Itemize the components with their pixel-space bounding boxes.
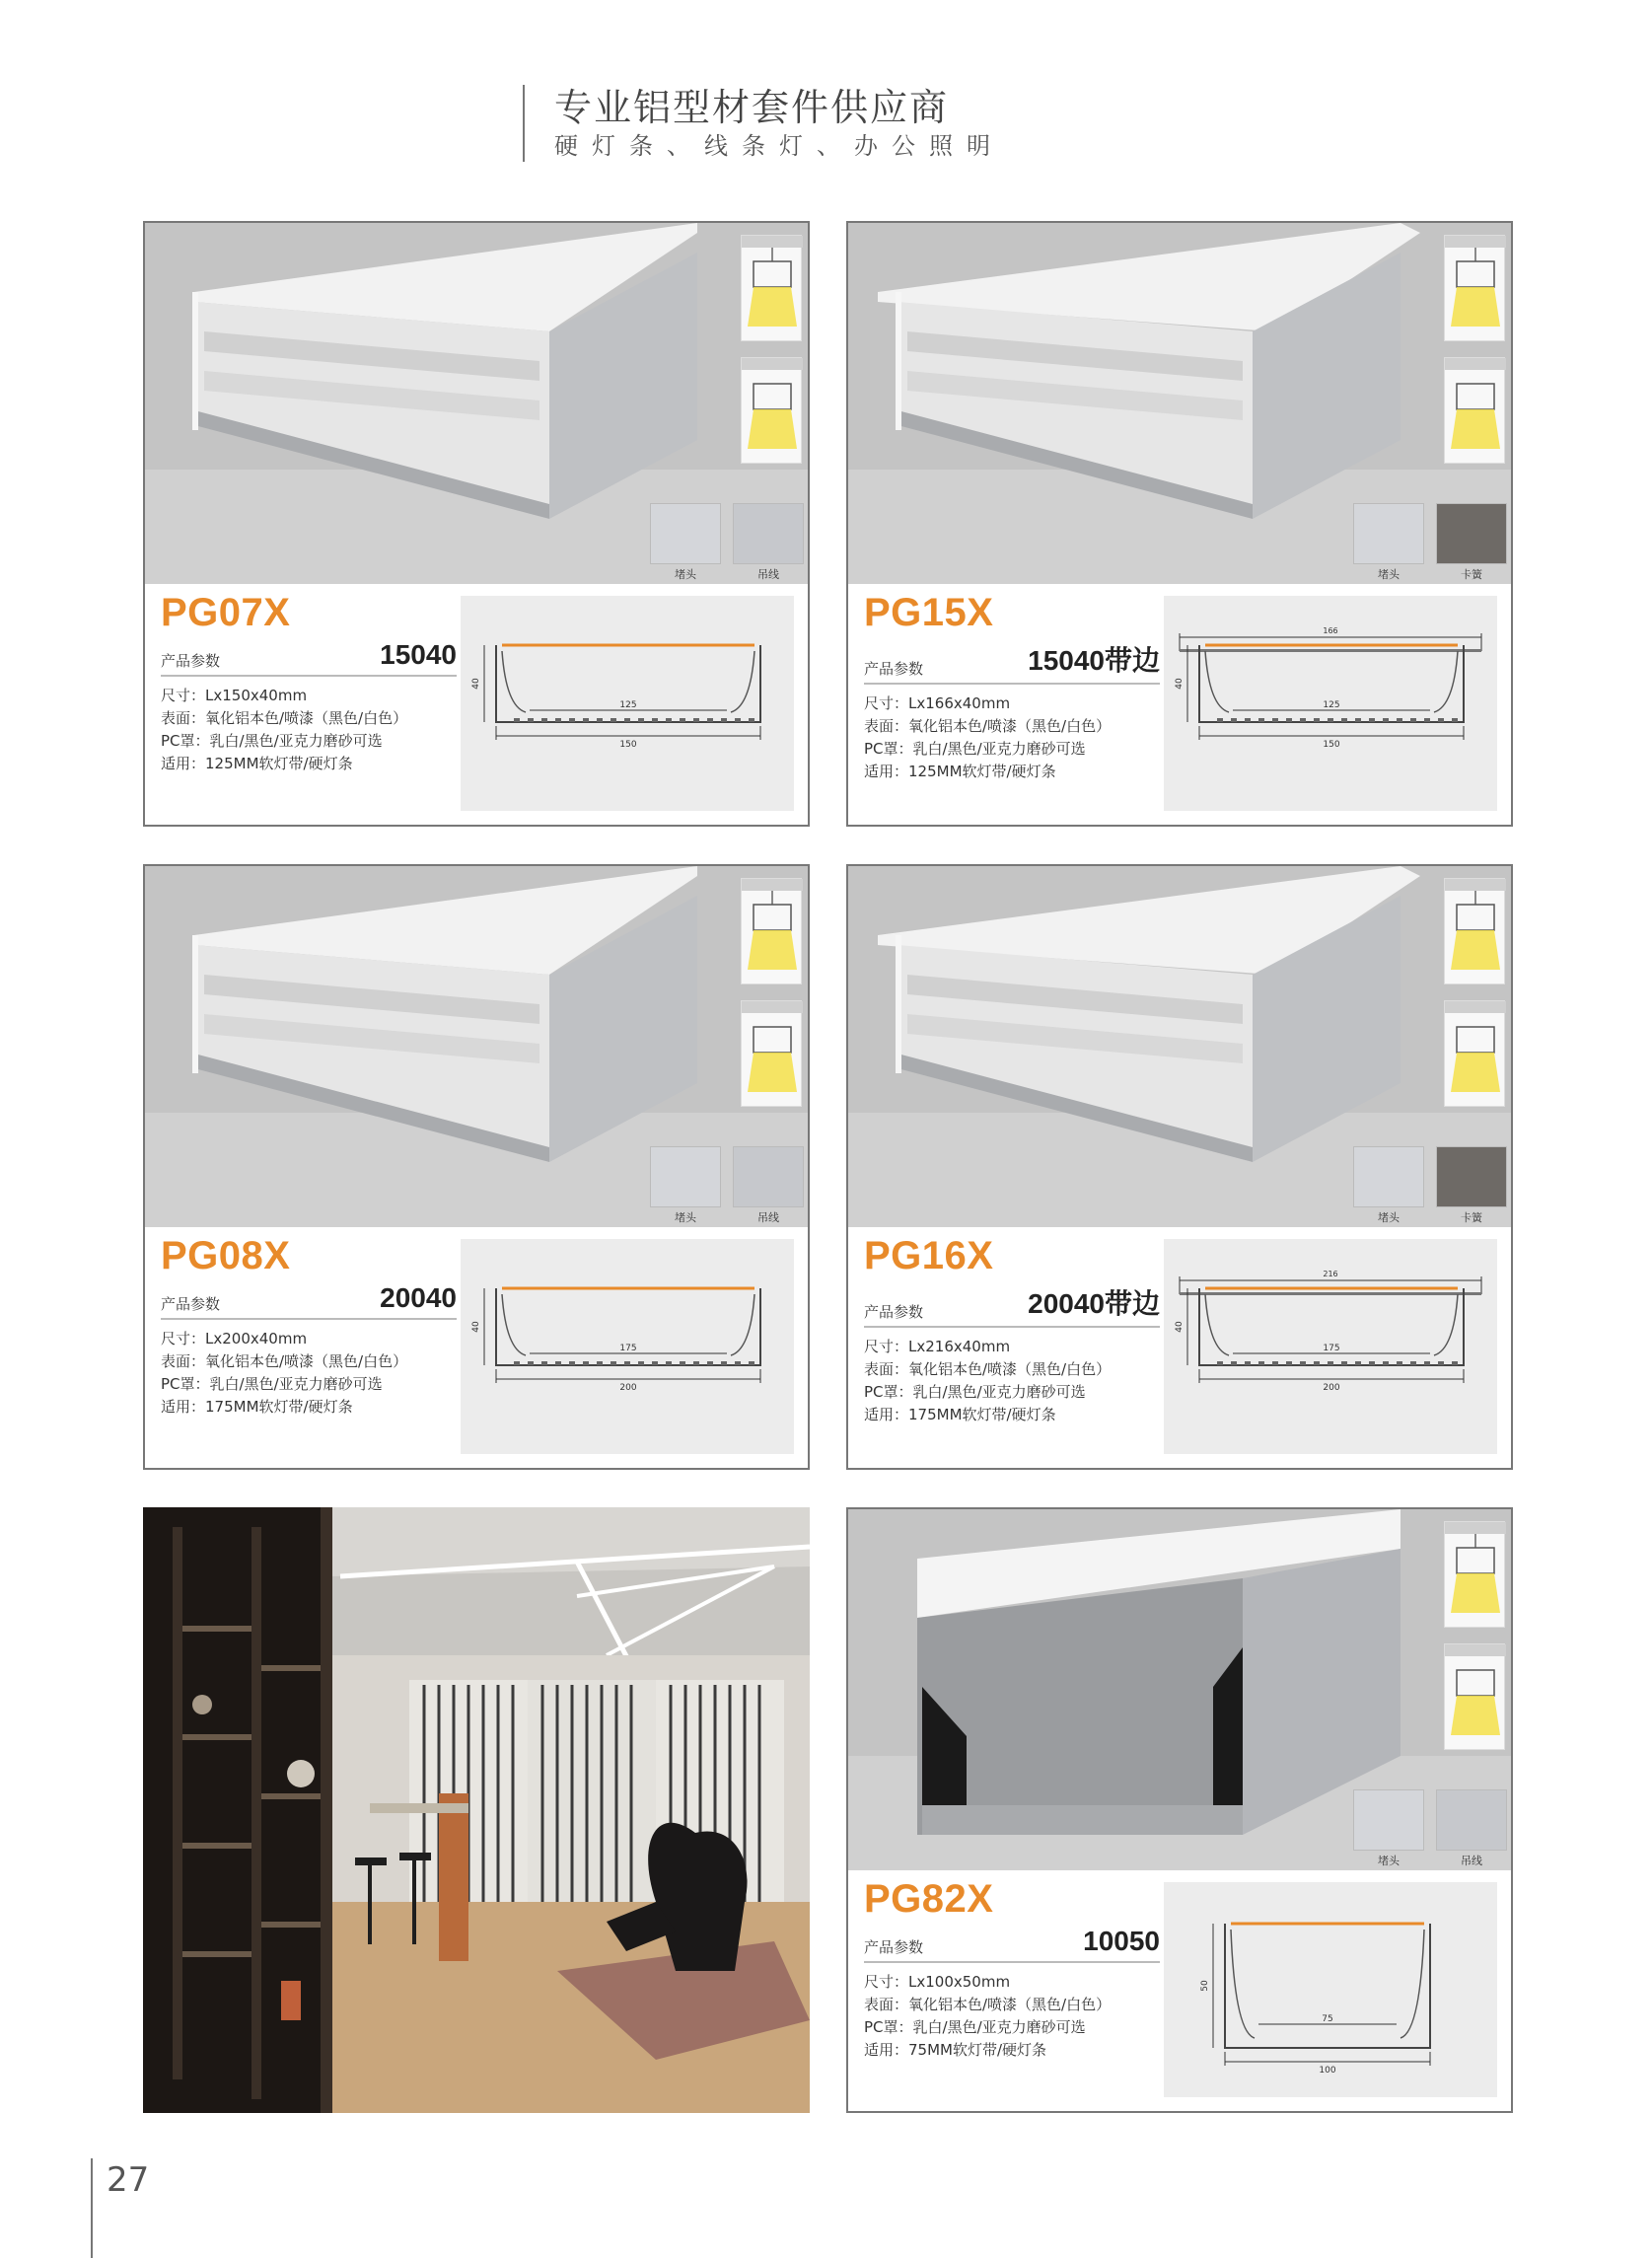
spec-pc-cover: PC罩：乳白/黑色/亚克力磨砂可选 <box>864 740 1086 758</box>
outer-dimension: 100 <box>1319 2066 1336 2076</box>
model-number: PG82X <box>864 1877 994 1921</box>
inner-dimension: 175 <box>1323 1344 1340 1353</box>
header-subtitle: 硬灯条、线条灯、办公照明 <box>554 132 1004 160</box>
param-row <box>864 1926 1160 1963</box>
param-label: 产品参数 <box>864 1303 924 1321</box>
param-row <box>161 639 457 677</box>
page-number: 27 <box>91 2158 149 2258</box>
end-cap-thumbnail <box>650 1146 721 1207</box>
end-cap-label: 堵头 <box>675 568 696 581</box>
height-dimension: 40 <box>1175 1321 1185 1333</box>
spec-usage: 适用：175MM软灯带/硬灯条 <box>864 1406 1056 1423</box>
inner-dimension: 125 <box>619 700 637 710</box>
spec-size: 尺寸：Lx216x40mm <box>864 1338 1011 1355</box>
spec-usage: 适用：125MM软灯带/硬灯条 <box>161 755 353 772</box>
product-code: 15040 <box>380 639 457 670</box>
outer-dimension: 150 <box>619 740 637 750</box>
section-svg <box>1164 1882 1497 2097</box>
section-svg <box>461 596 794 811</box>
param-row <box>161 1282 457 1320</box>
spec-pc-cover: PC罩：乳白/黑色/亚克力磨砂可选 <box>864 1383 1086 1401</box>
section-svg <box>1164 1239 1497 1454</box>
product-info <box>864 1231 1160 1426</box>
param-row <box>864 639 1160 685</box>
model-number: PG07X <box>161 591 291 634</box>
recessed-mount-diagram <box>1444 1643 1505 1750</box>
product-card-pg16x <box>846 864 1513 1470</box>
accessory-label: 卡簧 <box>1461 568 1482 581</box>
pendant-mount-diagram <box>741 878 802 984</box>
page-header <box>523 85 1004 162</box>
spec-surface: 表面：氧化铝本色/喷漆（黑色/白色） <box>161 709 408 727</box>
accessory-thumbnail <box>1436 1146 1507 1207</box>
recessed-mount-diagram <box>741 1000 802 1107</box>
spec-list <box>864 1336 1160 1426</box>
inner-dimension: 75 <box>1322 2014 1333 2024</box>
cross-section-drawing <box>461 1239 794 1454</box>
product-code: 20040带边 <box>1028 1288 1160 1319</box>
end-cap-label: 堵头 <box>1378 1211 1400 1224</box>
outer-dimension: 150 <box>1323 740 1340 750</box>
spec-list <box>161 1328 457 1419</box>
end-cap-label: 堵头 <box>675 1211 696 1224</box>
flange-dimension: 216 <box>1323 1270 1338 1278</box>
product-card-pg15x <box>846 221 1513 827</box>
model-number: PG08X <box>161 1234 291 1277</box>
product-info <box>161 1231 457 1419</box>
spec-list <box>161 685 457 775</box>
product-info <box>161 588 457 775</box>
param-label: 产品参数 <box>864 1938 924 1956</box>
interior-scene-photo <box>143 1507 810 2113</box>
param-label: 产品参数 <box>161 1295 221 1313</box>
pendant-mount-diagram <box>1444 235 1505 341</box>
product-code: 10050 <box>1083 1926 1160 1956</box>
end-cap-label: 堵头 <box>1378 568 1400 581</box>
pendant-mount-diagram <box>741 235 802 341</box>
spec-pc-cover: PC罩：乳白/黑色/亚克力磨砂可选 <box>864 2018 1086 2036</box>
pendant-mount-diagram <box>1444 1521 1505 1628</box>
cross-section-drawing <box>1164 596 1497 811</box>
end-cap-thumbnail <box>650 503 721 564</box>
spec-size: 尺寸：Lx200x40mm <box>161 1330 308 1348</box>
product-card-pg07x <box>143 221 810 827</box>
accessory-thumbnail <box>733 503 804 564</box>
spec-usage: 适用：75MM软灯带/硬灯条 <box>864 2041 1047 2059</box>
accessory-thumbnail <box>733 1146 804 1207</box>
product-info <box>864 1874 1160 2062</box>
spec-surface: 表面：氧化铝本色/喷漆（黑色/白色） <box>161 1352 408 1370</box>
param-row <box>864 1282 1160 1328</box>
spec-usage: 适用：175MM软灯带/硬灯条 <box>161 1398 353 1416</box>
height-dimension: 50 <box>1200 1980 1210 1992</box>
model-number: PG16X <box>864 1234 994 1277</box>
spec-surface: 表面：氧化铝本色/喷漆（黑色/白色） <box>864 1996 1112 2013</box>
outer-dimension: 200 <box>1323 1383 1340 1393</box>
section-svg <box>1164 596 1497 811</box>
flange-dimension: 166 <box>1323 626 1338 635</box>
spec-pc-cover: PC罩：乳白/黑色/亚克力磨砂可选 <box>161 732 383 750</box>
inner-dimension: 175 <box>619 1344 637 1353</box>
spec-pc-cover: PC罩：乳白/黑色/亚克力磨砂可选 <box>161 1375 383 1393</box>
spec-size: 尺寸：Lx100x50mm <box>864 1973 1011 1991</box>
recessed-mount-diagram <box>1444 357 1505 464</box>
spec-size: 尺寸：Lx166x40mm <box>864 694 1011 712</box>
spec-list <box>864 692 1160 783</box>
end-cap-thumbnail <box>1353 1789 1424 1851</box>
spec-usage: 适用：125MM软灯带/硬灯条 <box>864 763 1056 780</box>
outer-dimension: 200 <box>619 1383 637 1393</box>
product-card-pg08x <box>143 864 810 1470</box>
product-code: 20040 <box>380 1282 457 1313</box>
cross-section-drawing <box>461 596 794 811</box>
height-dimension: 40 <box>471 678 481 690</box>
end-cap-thumbnail <box>1353 1146 1424 1207</box>
inner-dimension: 125 <box>1323 700 1340 710</box>
model-number: PG15X <box>864 591 994 634</box>
product-code: 15040带边 <box>1028 645 1160 676</box>
spec-size: 尺寸：Lx150x40mm <box>161 687 308 704</box>
accessory-thumbnail <box>1436 1789 1507 1851</box>
accessory-label: 吊线 <box>757 568 779 581</box>
spec-surface: 表面：氧化铝本色/喷漆（黑色/白色） <box>864 1360 1112 1378</box>
product-card-pg82x <box>846 1507 1513 2113</box>
param-label: 产品参数 <box>161 652 221 670</box>
accessory-label: 卡簧 <box>1461 1211 1482 1224</box>
product-info <box>864 588 1160 783</box>
recessed-mount-diagram <box>1444 1000 1505 1107</box>
recessed-mount-diagram <box>741 357 802 464</box>
spec-list <box>864 1971 1160 2062</box>
accessory-thumbnail <box>1436 503 1507 564</box>
section-svg <box>461 1239 794 1454</box>
accessory-label: 吊线 <box>757 1211 779 1224</box>
spec-surface: 表面：氧化铝本色/喷漆（黑色/白色） <box>864 717 1112 735</box>
cross-section-drawing <box>1164 1882 1497 2097</box>
header-title: 专业铝型材套件供应商 <box>554 86 950 129</box>
accessory-label: 吊线 <box>1461 1855 1482 1867</box>
scene-illustration <box>143 1507 810 2113</box>
end-cap-label: 堵头 <box>1378 1855 1400 1867</box>
param-label: 产品参数 <box>864 660 924 678</box>
height-dimension: 40 <box>471 1321 481 1333</box>
pendant-mount-diagram <box>1444 878 1505 984</box>
end-cap-thumbnail <box>1353 503 1424 564</box>
height-dimension: 40 <box>1175 678 1185 690</box>
cross-section-drawing <box>1164 1239 1497 1454</box>
